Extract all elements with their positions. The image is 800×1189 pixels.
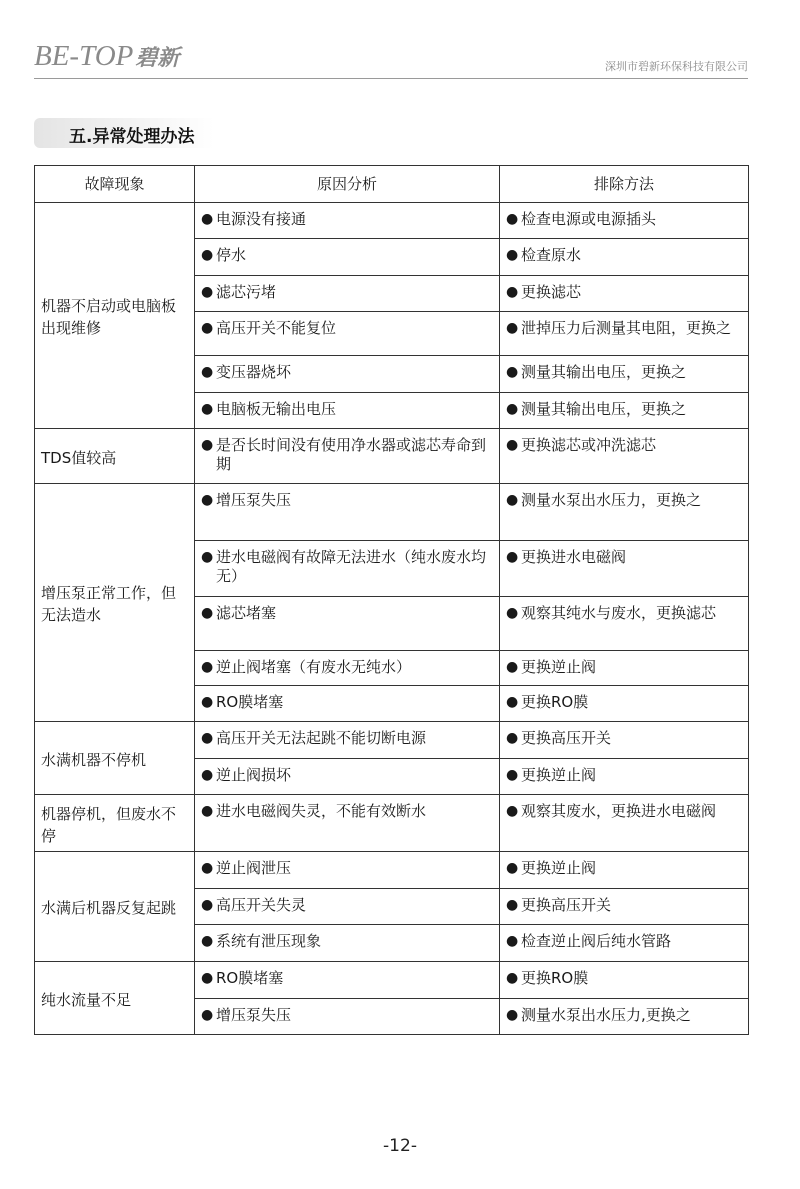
symptom-cell: 水满后机器反复起跳 xyxy=(35,852,195,962)
remedy-item xyxy=(506,548,744,567)
symptom-cell: 纯水流量不足 xyxy=(35,962,195,1035)
cause-item xyxy=(201,932,495,951)
remedy-item xyxy=(506,604,744,623)
remedy-text: 检查逆止阀后纯水管路 xyxy=(521,932,672,950)
remedy-text: 测量其输出电压，更换之 xyxy=(521,400,687,418)
bullet-icon: ● xyxy=(506,284,519,300)
remedy-item xyxy=(506,766,744,785)
remedy-item xyxy=(506,859,744,878)
cause-item xyxy=(201,969,495,988)
symptom-cell: TDS值较高 xyxy=(35,429,195,484)
remedy-text: 更换RO膜 xyxy=(521,969,589,987)
bullet-icon: ● xyxy=(506,1007,519,1023)
remedy-item xyxy=(506,210,744,229)
bullet-icon: ● xyxy=(201,860,214,876)
cause-cell xyxy=(195,541,500,597)
remedy-cell xyxy=(500,597,749,651)
remedy-item xyxy=(506,1006,744,1025)
cause-cell xyxy=(195,925,500,962)
remedy-text: 更换RO膜 xyxy=(521,693,589,711)
symptom-cell: 增压泵正常工作，但无法造水 xyxy=(35,484,195,722)
bullet-icon: ● xyxy=(201,437,214,453)
cause-cell xyxy=(195,484,500,541)
remedy-cell xyxy=(500,541,749,597)
cause-text: 逆止阀损坏 xyxy=(216,766,292,784)
remedy-text: 更换进水电磁阀 xyxy=(521,548,627,566)
cause-text: 高压开关失灵 xyxy=(216,896,307,914)
bullet-icon: ● xyxy=(506,364,519,380)
remedy-text: 更换高压开关 xyxy=(521,729,612,747)
cause-item xyxy=(201,896,495,915)
bullet-icon: ● xyxy=(506,437,519,453)
cause-text: 高压开关无法起跳不能切断电源 xyxy=(216,729,427,747)
remedy-cell xyxy=(500,889,749,925)
remedy-item xyxy=(506,400,744,419)
bullet-icon: ● xyxy=(201,605,214,621)
cause-item xyxy=(201,766,495,785)
cause-cell xyxy=(195,852,500,889)
cause-text: RO膜堵塞 xyxy=(216,969,284,987)
cause-text: 逆止阀泄压 xyxy=(216,859,292,877)
remedy-cell xyxy=(500,925,749,962)
cause-text: 滤芯污堵 xyxy=(216,283,277,301)
logo-en: BE-TOP xyxy=(34,40,134,72)
cause-cell xyxy=(195,429,500,484)
cause-item xyxy=(201,363,495,382)
header-remedy: 排除方法 xyxy=(500,166,749,203)
bullet-icon: ● xyxy=(201,364,214,380)
remedy-item xyxy=(506,246,744,265)
cause-text: 高压开关不能复位 xyxy=(216,319,337,337)
remedy-cell xyxy=(500,852,749,889)
bullet-icon: ● xyxy=(201,247,214,263)
cause-cell xyxy=(195,999,500,1035)
cause-text: 进水电磁阀有故障无法进水（纯水废水均无） xyxy=(216,548,487,585)
cause-cell xyxy=(195,597,500,651)
remedy-cell xyxy=(500,203,749,239)
remedy-cell xyxy=(500,651,749,686)
cause-text: 逆止阀堵塞（有废水无纯水） xyxy=(216,658,412,676)
bullet-icon: ● xyxy=(506,320,519,336)
cause-item xyxy=(201,693,495,712)
header-divider xyxy=(34,78,748,79)
symptom-cell: 机器不启动或电脑板出现维修 xyxy=(35,203,195,429)
bullet-icon: ● xyxy=(201,803,214,819)
bullet-icon: ● xyxy=(201,492,214,508)
remedy-text: 更换滤芯或冲洗滤芯 xyxy=(521,436,657,454)
cause-text: 进水电磁阀失灵，不能有效断水 xyxy=(216,802,427,820)
table-row xyxy=(35,484,749,541)
cause-item xyxy=(201,319,495,338)
table-row xyxy=(35,429,749,484)
table-row xyxy=(35,203,749,239)
remedy-item xyxy=(506,363,744,382)
remedy-text: 更换逆止阀 xyxy=(521,766,597,784)
cause-cell xyxy=(195,312,500,356)
troubleshooting-table xyxy=(34,165,749,1035)
remedy-item xyxy=(506,436,744,455)
bullet-icon: ● xyxy=(201,401,214,417)
remedy-item xyxy=(506,693,744,712)
bullet-icon: ● xyxy=(201,211,214,227)
cause-cell xyxy=(195,889,500,925)
bullet-icon: ● xyxy=(201,284,214,300)
remedy-text: 测量其输出电压，更换之 xyxy=(521,363,687,381)
remedy-item xyxy=(506,658,744,677)
bullet-icon: ● xyxy=(506,730,519,746)
table-body xyxy=(35,203,749,1035)
section-title: 五.异常处理办法 xyxy=(69,127,195,147)
bullet-icon: ● xyxy=(506,860,519,876)
table-row xyxy=(35,722,749,759)
logo-cn: 碧新 xyxy=(135,46,180,71)
remedy-text: 检查电源或电源插头 xyxy=(521,210,657,228)
cause-text: 变压器烧坏 xyxy=(216,363,292,381)
bullet-icon: ● xyxy=(201,933,214,949)
cause-cell xyxy=(195,393,500,429)
cause-text: 系统有泄压现象 xyxy=(216,932,322,950)
remedy-item xyxy=(506,932,744,951)
remedy-cell xyxy=(500,484,749,541)
bullet-icon: ● xyxy=(201,1007,214,1023)
cause-text: 滤芯堵塞 xyxy=(216,604,277,622)
cause-item xyxy=(201,1006,495,1025)
remedy-item xyxy=(506,491,744,510)
remedy-item xyxy=(506,283,744,302)
bullet-icon: ● xyxy=(506,933,519,949)
section-title-box xyxy=(34,118,214,148)
bullet-icon: ● xyxy=(506,211,519,227)
cause-item xyxy=(201,210,495,229)
bullet-icon: ● xyxy=(506,659,519,675)
remedy-text: 更换滤芯 xyxy=(521,283,582,301)
cause-cell xyxy=(195,722,500,759)
cause-cell xyxy=(195,276,500,312)
remedy-cell xyxy=(500,393,749,429)
remedy-text: 检查原水 xyxy=(521,246,582,264)
bullet-icon: ● xyxy=(506,694,519,710)
bullet-icon: ● xyxy=(506,247,519,263)
remedy-item xyxy=(506,896,744,915)
table-row xyxy=(35,852,749,889)
bullet-icon: ● xyxy=(201,767,214,783)
bullet-icon: ● xyxy=(506,970,519,986)
remedy-cell xyxy=(500,722,749,759)
cause-item xyxy=(201,246,495,265)
cause-item xyxy=(201,436,495,474)
cause-text: 停水 xyxy=(216,246,247,264)
remedy-cell xyxy=(500,312,749,356)
remedy-cell xyxy=(500,759,749,795)
remedy-text: 观察其纯水与废水，更换滤芯 xyxy=(521,604,717,622)
bullet-icon: ● xyxy=(201,659,214,675)
cause-text: 电源没有接通 xyxy=(216,210,307,228)
remedy-text: 测量水泵出水压力，更换之 xyxy=(521,491,702,509)
company-name: 深圳市碧新环保科技有限公司 xyxy=(605,60,748,73)
cause-text: RO膜堵塞 xyxy=(216,693,284,711)
bullet-icon: ● xyxy=(201,549,214,565)
bullet-icon: ● xyxy=(506,401,519,417)
bullet-icon: ● xyxy=(201,694,214,710)
remedy-cell xyxy=(500,276,749,312)
cause-cell xyxy=(195,356,500,393)
bullet-icon: ● xyxy=(506,897,519,913)
symptom-cell: 机器停机，但废水不停 xyxy=(35,795,195,852)
remedy-text: 泄掉压力后测量其电阻，更换之 xyxy=(521,319,732,337)
remedy-item xyxy=(506,729,744,748)
cause-text: 增压泵失压 xyxy=(216,491,292,509)
bullet-icon: ● xyxy=(506,492,519,508)
cause-item xyxy=(201,400,495,419)
header-symptom: 故障现象 xyxy=(35,166,195,203)
cause-cell xyxy=(195,686,500,722)
cause-item xyxy=(201,802,495,821)
cause-item xyxy=(201,604,495,623)
symptom-cell: 水满机器不停机 xyxy=(35,722,195,795)
cause-item xyxy=(201,859,495,878)
remedy-text: 更换逆止阀 xyxy=(521,658,597,676)
cause-item xyxy=(201,729,495,748)
cause-cell xyxy=(195,795,500,852)
cause-text: 是否长时间没有使用净水器或滤芯寿命到期 xyxy=(216,436,487,473)
cause-cell xyxy=(195,203,500,239)
cause-item xyxy=(201,548,495,586)
bullet-icon: ● xyxy=(506,549,519,565)
header-cause: 原因分析 xyxy=(195,166,500,203)
table-row xyxy=(35,795,749,852)
brand-logo xyxy=(34,40,179,73)
remedy-text: 更换高压开关 xyxy=(521,896,612,914)
cause-text: 增压泵失压 xyxy=(216,1006,292,1024)
cause-cell xyxy=(195,962,500,999)
table-header-row xyxy=(35,166,749,203)
remedy-cell xyxy=(500,999,749,1035)
bullet-icon: ● xyxy=(506,767,519,783)
remedy-text: 测量水泵出水压力,更换之 xyxy=(521,1006,691,1024)
bullet-icon: ● xyxy=(201,730,214,746)
remedy-cell xyxy=(500,356,749,393)
cause-text: 电脑板无输出电压 xyxy=(216,400,337,418)
bullet-icon: ● xyxy=(201,320,214,336)
remedy-item xyxy=(506,969,744,988)
remedy-text: 更换逆止阀 xyxy=(521,859,597,877)
bullet-icon: ● xyxy=(201,970,214,986)
remedy-text: 观察其废水，更换进水电磁阀 xyxy=(521,802,717,820)
remedy-cell xyxy=(500,962,749,999)
cause-cell xyxy=(195,239,500,276)
remedy-cell xyxy=(500,795,749,852)
cause-cell xyxy=(195,759,500,795)
bullet-icon: ● xyxy=(506,803,519,819)
remedy-item xyxy=(506,802,744,821)
bullet-icon: ● xyxy=(506,605,519,621)
cause-item xyxy=(201,491,495,510)
remedy-cell xyxy=(500,429,749,484)
cause-item xyxy=(201,658,495,677)
remedy-item xyxy=(506,319,744,338)
cause-item xyxy=(201,283,495,302)
remedy-cell xyxy=(500,686,749,722)
cause-cell xyxy=(195,651,500,686)
remedy-cell xyxy=(500,239,749,276)
bullet-icon: ● xyxy=(201,897,214,913)
page-number: -12- xyxy=(383,1136,417,1156)
table-row xyxy=(35,962,749,999)
